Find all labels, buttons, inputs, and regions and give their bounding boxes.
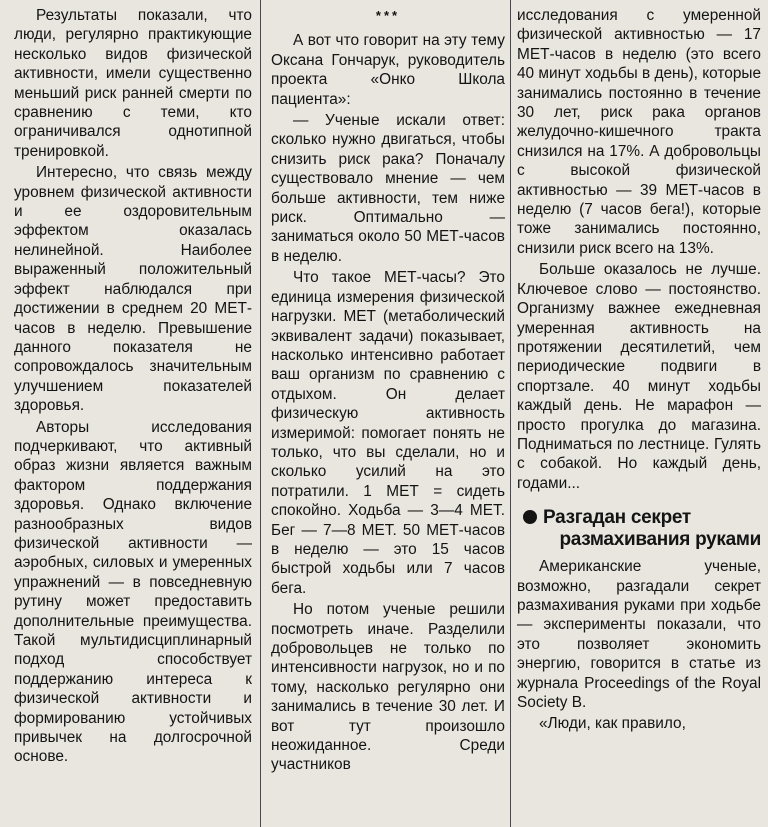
column-middle	[271, 6, 505, 824]
paragraph: «Люди, как правило,	[539, 715, 686, 733]
paragraph: Авторы исследования подчеркивают, что активный образ жизни является важным фактором поддержания здоровья. Однако включение разнообразных видов физической активности — аэробных, силовых и умеренных упражнений — в повседневную рутину может предоставить дополнительные преимущества. Такой мультидисциплинарный подход способствует поддержанию интереса к физической активности и формированию устойчивых привычек на долгосрочной основе.	[14, 418, 252, 766]
column-divider	[260, 0, 261, 827]
paragraph: Больше оказалось не лучше. Ключевое слово — постоянство. Организму важнее ежедневная умеренная активность на протяжении десятилетий, чем периодические подвиги в спортзале. 40 минут ходьбы каждый день. Не марафон — просто прогулка до магазина. Подниматься по лестнице. Гулять с собакой. Но каждый день, годами...	[517, 261, 761, 492]
paragraph: А вот что говорит на эту тему Оксана Гончарук, руководитель проекта «Онко Школа пациента»:	[271, 32, 505, 108]
section-separator: ***	[375, 8, 401, 23]
paragraph: Результаты показали, что люди, регулярно практикующие несколько видов физической активности, имели существенно меньший риск ранней смерти по сравнению с теми, кто ограничивался однотипной тренировкой.	[14, 7, 252, 160]
column-right	[517, 6, 761, 824]
article-headline	[517, 507, 761, 551]
paragraph: Американские ученые, возможно, разгадали секрет размахивания руками при ходьбе — эксперименты показали, что это позволяет экономить энергию, говорится в статье из журнала Proceedings of the Royal Society B.	[517, 558, 761, 711]
bullet-icon	[523, 510, 537, 524]
paragraph: Интересно, что связь между уровнем физической активности и ее оздоровительным эффектом оказалась нелинейной. Наиболее выраженный положительный эффект наблюдался при достижении в среднем 20 МЕТ-часов в неделю. Превышение данного показателя не сопровождалось значительным улучшением показателей здоровья.	[14, 164, 252, 415]
paragraph: Но потом ученые решили посмотреть иначе. Разделили добровольцев не только по интенсивности нагрузок, но и по тому, насколько регулярно они занимались в течение 30 лет. И вот тут произошло неожиданное. Среди участников	[271, 601, 505, 774]
headline-line-1: Разгадан секрет	[517, 507, 761, 529]
column-left	[14, 6, 252, 824]
headline-line-2: размахивания руками	[559, 529, 761, 551]
column-divider	[510, 0, 511, 827]
paragraph: — Ученые искали ответ: сколько нужно двигаться, чтобы снизить риск рака? Поначалу существовало мнение — чем больше активности, тем ниже риск. Оптимально — заниматься около 50 МЕТ-часов в неделю.	[271, 112, 505, 265]
paragraph: исследования с умеренной физической активностью — 17 МЕТ-часов в неделю (это всего 40 минут ходьбы в день), которые занимались постоянно в течение 30 лет, риск рака органов желудочно-кишечного тракта снизился на 17%. А добровольцы с высокой физической активностью — 39 МЕТ-часов в неделю (7 часов бега!), которые тоже занимались постоянно, снизили риск всего на 13%.	[517, 7, 761, 257]
paragraph: Что такое МЕТ-часы? Это единица измерения физической нагрузки. МЕТ (метаболический эквивалент задачи) показывает, насколько интенсивно работает ваш организм по сравнению с отдыхом. Он делает физическую активность измеримой: помогает понять не только, что вы сделали, но и сколько усилий на это потратили. 1 МЕТ = сидеть спокойно. Ходьба — 3—4 МЕТ. Бег — 7—8 МЕТ. 50 МЕТ-часов в неделю — это 15 часов быстрой ходьбы или 7 часов бега.	[271, 269, 505, 597]
